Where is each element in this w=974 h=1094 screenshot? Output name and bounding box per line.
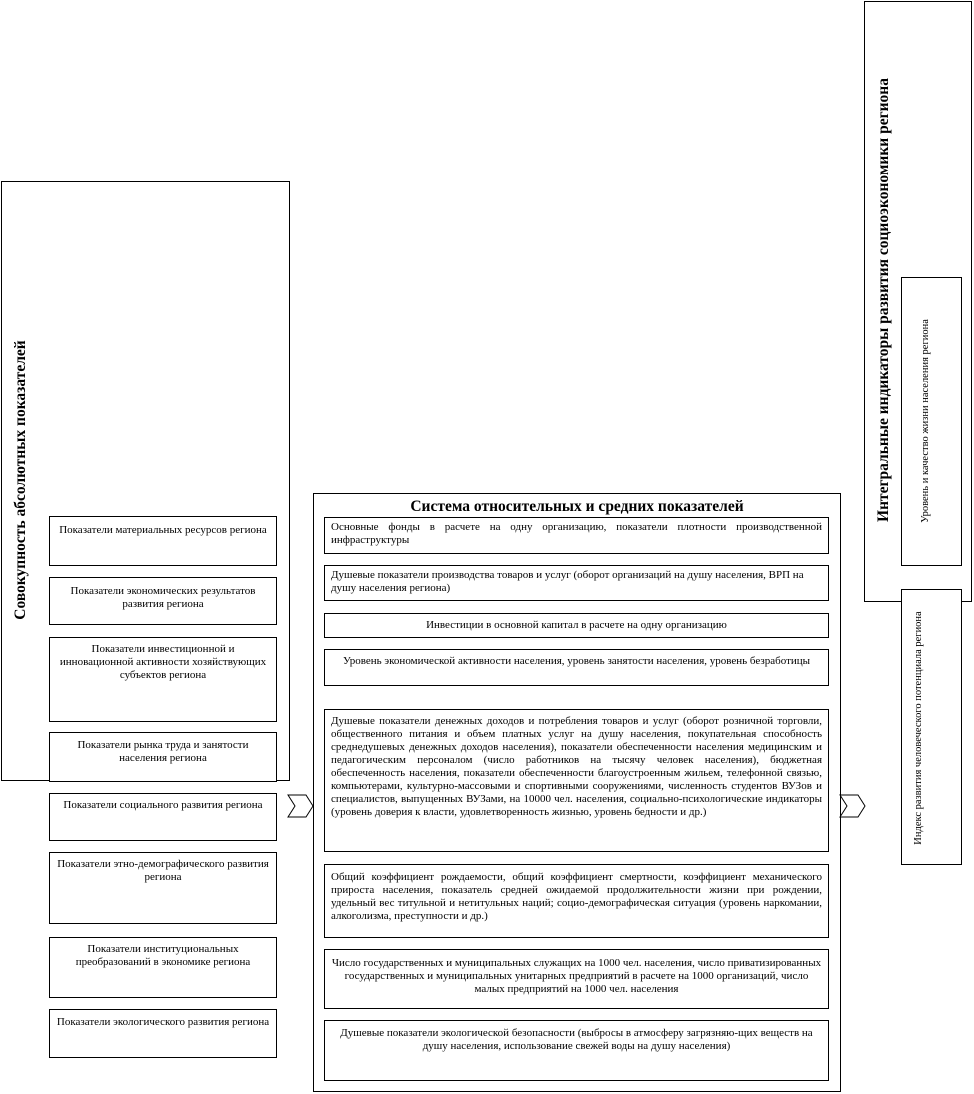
center-item-investments: Инвестиции в основной капитал в расчете на одну организацию [324, 613, 829, 638]
left-item-labor-market: Показатели рынка труда и занятости населения региона [49, 732, 277, 782]
left-item-economic-results: Показатели экономических результатов развития региона [49, 577, 277, 625]
center-item-ecological: Душевые показатели экологической безопасности (выбросы в атмосферу загрязняю-щих веществ на душу населения, использование свежей воды на душу населения) [324, 1020, 829, 1081]
arrow-left-to-center-icon [287, 794, 315, 818]
center-item-fixed-assets: Основные фонды в расчете на одну организацию, показатели плотности производственной инфраструктуры [324, 517, 829, 554]
left-panel-title: Совокупность абсолютных показателей [12, 340, 29, 620]
center-item-economic-activity: Уровень экономической активности населения, уровень занятости населения, уровень безработицы [324, 649, 829, 686]
left-item-ecological: Показатели экологического развития региона [49, 1009, 277, 1058]
left-item-institutional: Показатели институциональных преобразований в экономике региона [49, 937, 277, 998]
left-item-material-resources: Показатели материальных ресурсов региона [49, 516, 277, 566]
center-item-institutional: Число государственных и муниципальных служащих на 1000 чел. населения, число приватизированных государственных и муниципальных унитарных предприятий в расчете на 1000 организаций, число малых предприятий на 1000 чел. населения [324, 949, 829, 1009]
left-item-social-development: Показатели социального развития региона [49, 793, 277, 841]
center-item-demography: Общий коэффициент рождаемости, общий коэффициент смертности, коэффициент механического прироста населения, показатель средней ожидаемой продолжительности жизни при рождении, удельный вес титульной и нетитульных наций; социо-демографическая ситуация (уровень наркомании, алкоголизма, преступности и др.) [324, 864, 829, 938]
center-item-income-consumption: Душевые показатели денежных доходов и потребления товаров и услуг (оборот розничной торговли, общественного питания и объем платных услуг на душу населения, покупательная способность среднедушевых денежных доходов населения), показатели обеспеченности населения медицинским и педагогическим персоналом (число работников на тысячу человек населения), бюджетная обеспеченность населения, показатели обеспеченности благоустроенным жильем, телефонной связью, компьютерами, культурно-массовыми и спортивными сооружениями, численность студентов ВУЗов и специалистов, выпущенных ВУЗами, на 10000 чел. населения, социально-психологические индикаторы (уровень доверия к власти, удовлетворенность жизнью, уровень бедности и др.) [324, 709, 829, 852]
right-item-hdi: Индекс развития человеческого потенциала региона [913, 611, 924, 845]
center-panel-title: Система относительных и средних показателей [410, 498, 744, 515]
left-item-ethno-demographic: Показатели этно-демографического развития региона [49, 852, 277, 924]
left-item-investment-activity: Показатели инвестиционной и инновационной активности хозяйствующих субъектов региона [49, 637, 277, 722]
arrow-center-to-right-icon [839, 794, 867, 818]
center-item-per-capita-production: Душевые показатели производства товаров и услуг (оборот организаций на душу населения, ВРП на душу населения региона) [324, 565, 829, 601]
right-item-quality-of-life: Уровень и качество жизни населения региона [920, 319, 931, 523]
right-panel-title: Интегральные индикаторы развития социоэкономики региона [875, 78, 892, 522]
